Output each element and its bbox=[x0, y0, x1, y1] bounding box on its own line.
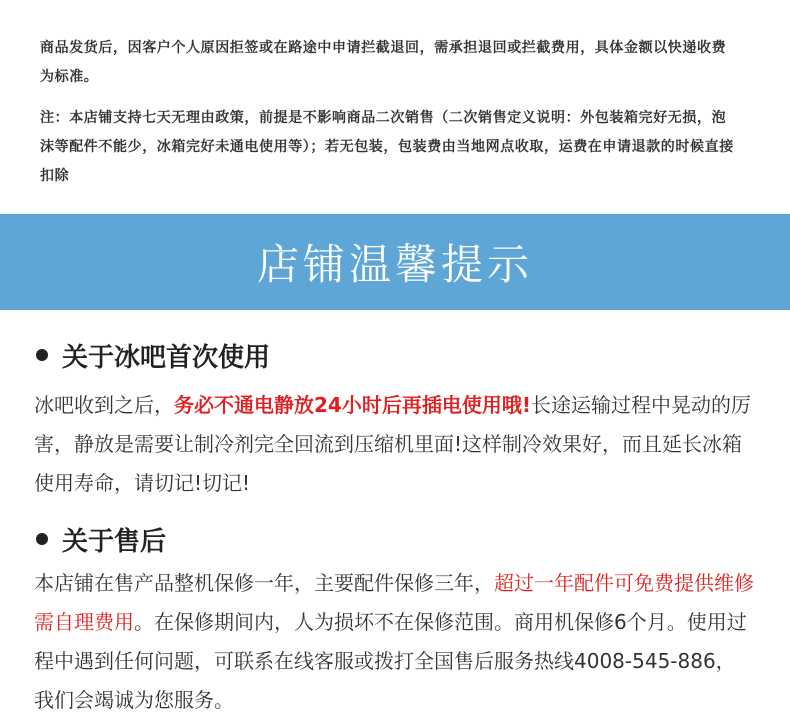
after-sales-section bbox=[34, 520, 754, 720]
section-heading-row bbox=[34, 336, 754, 374]
banner-title: 店铺温馨提示 bbox=[256, 240, 533, 289]
top-notes bbox=[40, 34, 740, 203]
highlight-text: 超过一年配件可免费提供维修需自理费用 bbox=[34, 571, 754, 634]
bullet-icon bbox=[36, 533, 48, 545]
section-heading-row bbox=[34, 520, 754, 558]
warning-text: 务必不通电静放24小时后再插电使用哦! bbox=[174, 393, 531, 417]
body-text: 长途运输过程中晃动的厉害，静放是需要让制冷剂完全回流到压缩机里面!这样制冷效果好，而且延长冰箱使用寿命，请切记!切记! bbox=[34, 393, 751, 495]
bullet-icon bbox=[36, 349, 48, 361]
section-body bbox=[34, 386, 754, 503]
body-text: 本店铺在售产品整机保修一年，主要配件保修三年， bbox=[34, 571, 494, 595]
banner bbox=[0, 214, 790, 310]
section-heading: 关于冰吧首次使用 bbox=[62, 342, 271, 373]
return-policy-note: 注：本店铺支持七天无理由政策，前提是不影响商品二次销售（二次销售定义说明：外包装箱完好无损，泡沫等配件不能少，冰箱完好未通电使用等）；若无包装，包装费由当地网点收取，运费在申请退款的时候直接扣除 bbox=[40, 110, 734, 184]
shipping-note: 商品发货后，因客户个人原因拒签或在路途中申请拦截退回，需承担退回或拦截费用，具体金额以快递收费为标准。 bbox=[40, 40, 727, 85]
section-heading: 关于售后 bbox=[62, 526, 167, 557]
section-body bbox=[34, 564, 754, 720]
body-text: 。在保修期间内，人为损坏不在保修范围。商用机保修6个月。使用过程中遇到任何问题，可联系在线客服或拨打全国售后服务热线4008-545-886，我们会竭诚为您服务。 bbox=[34, 610, 747, 712]
body-text: 冰吧收到之后， bbox=[34, 393, 174, 417]
first-use-section bbox=[34, 336, 754, 503]
